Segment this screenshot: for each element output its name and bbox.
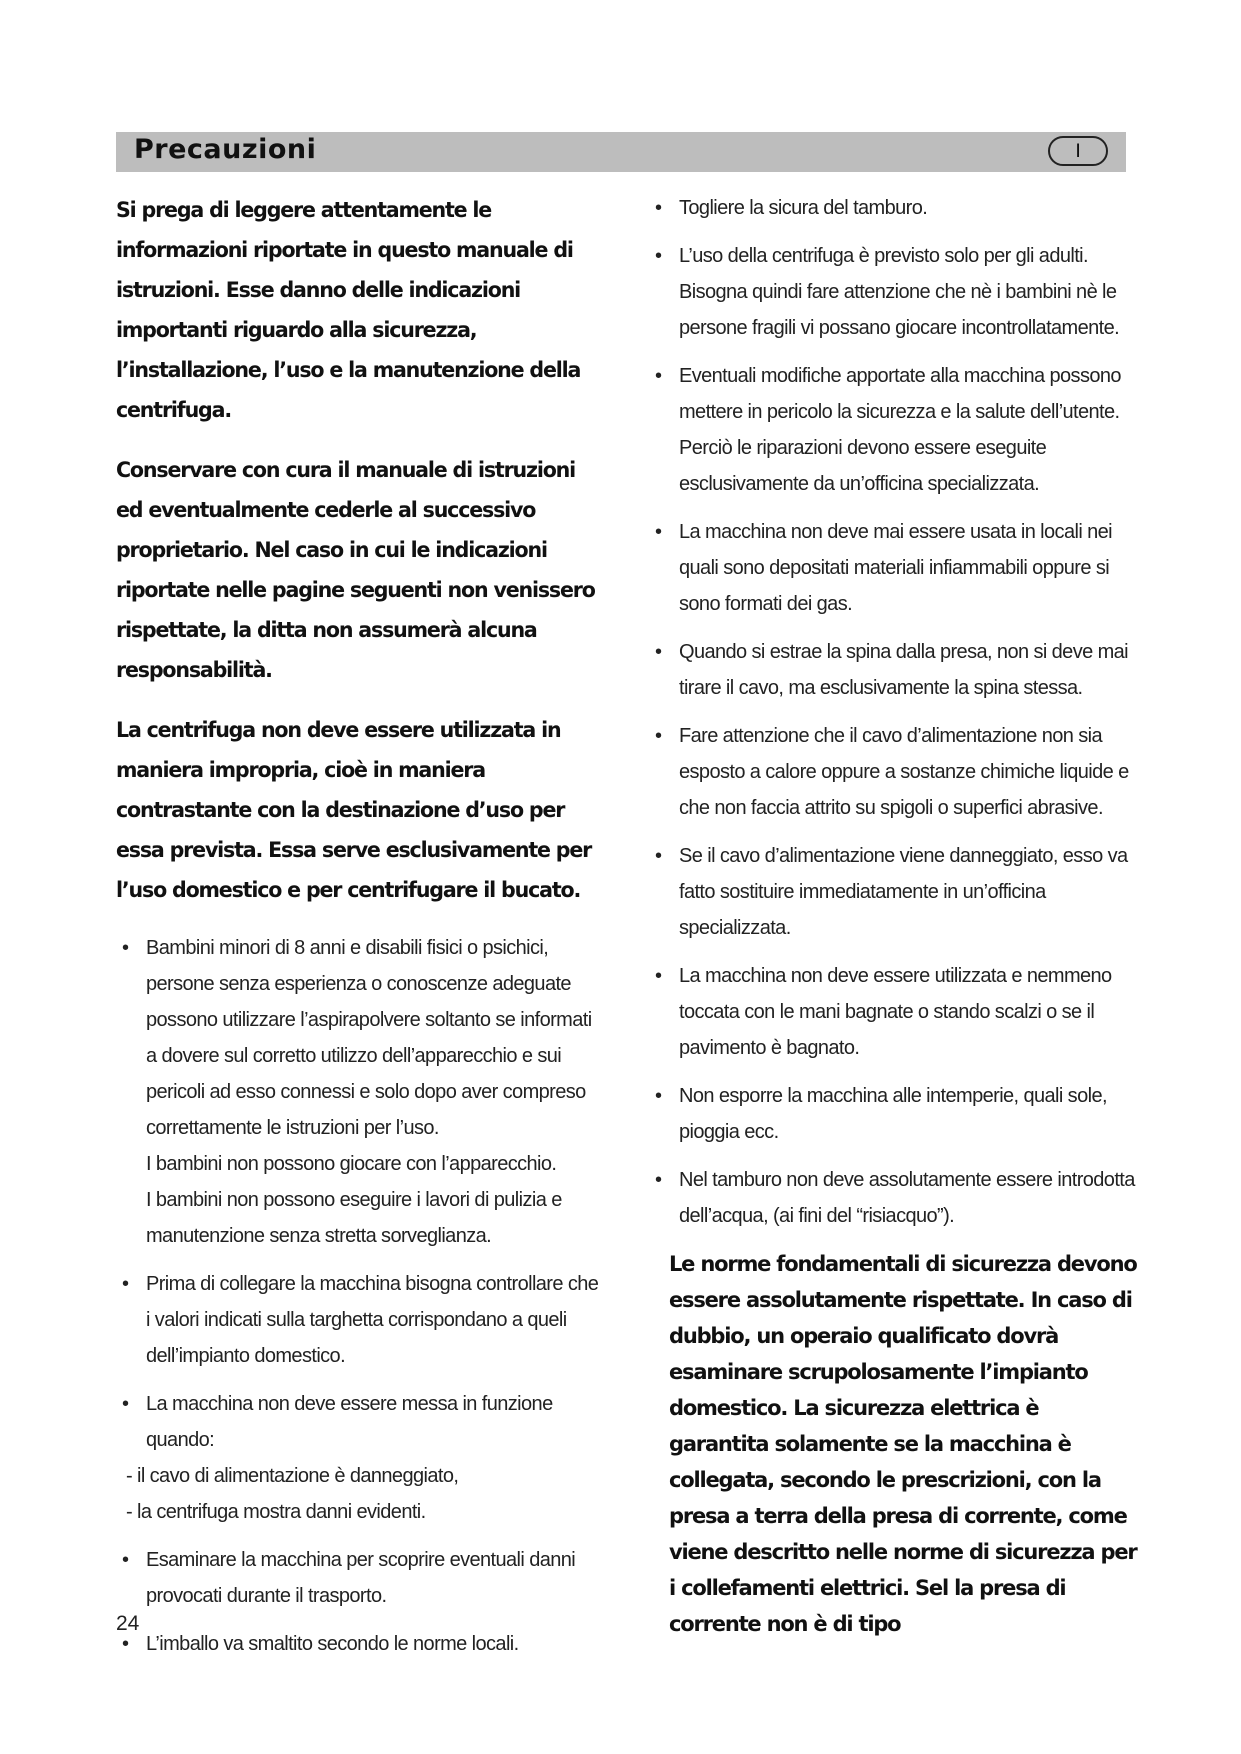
language-badge: I [1048,136,1108,166]
bullet-text: Bambini minori di 8 anni e disabili fisici o psichici, persone senza esperienza o conoscenze adeguate possono utilizzare l’aspirapolvere soltanto se informati a dovere sul corretto utilizzo dell’apparecchio e sui pericoli ad esso connessi e solo dopo aver compreso correttamente le istruzioni per l’uso. [146,937,592,1139]
list-item: • Se il cavo d’alimentazione viene danneggiato, esso va fatto sostituire immediatamente in un’officina specializzata. [649,838,1139,946]
list-item: • Quando si estrae la spina dalla presa, non si deve mai tirare il cavo, ma esclusivamente la spina stessa. [649,634,1139,706]
left-column [116,190,606,1674]
list-item: • La macchina non deve essere utilizzata e nemmeno toccata con le mani bagnate o stando scalzi o se il pavimento è bagnato. [649,958,1139,1066]
dash-item: - la centrifuga mostra danni evidenti. [126,1501,426,1523]
left-bullet-list [116,930,606,1662]
section-title: Precauzioni [134,134,317,165]
right-bullet-list [649,190,1139,1234]
bullet-subline: I bambini non possono giocare con l’apparecchio. [146,1153,557,1175]
list-item: • Togliere la sicura del tamburo. [649,190,1139,226]
list-item: • Prima di collegare la macchina bisogna controllare che i valori indicati sulla targhetta corrispondano a queli dell’impianto domestico. [116,1266,606,1374]
intro-paragraph-3: La centrifuga non deve essere utilizzata in maniera impropria, cioè in maniera contrastante con la destinazione d’uso per essa prevista. Essa serve esclusivamente per l’uso domestico e per centrifugare il bucato. [116,718,592,902]
list-item [116,930,606,1254]
bullet-text: La macchina non deve essere messa in funzione quando: [146,1393,553,1451]
intro-paragraph-1: Si prega di leggere attentamente le informazioni riportate in questo manuale di istruzioni. Esse danno delle indicazioni importanti riguardo alla sicurezza, l’installazione, l’uso e la manutenzione della centrifuga. [116,198,581,422]
list-item [116,1386,606,1530]
intro-paragraph-2: Conservare con cura il manuale di istruzioni ed eventualmente cederle al successivo proprietario. Nel caso in cui le indicazioni riportate nelle pagine seguenti non venissero rispettate, la ditta non assumerà alcuna responsabilità. [116,458,595,682]
bullet-subline: I bambini non possono eseguire i lavori di pulizia e manutenzione senza stretta sorveglianza. [146,1189,562,1247]
dash-item: - il cavo di alimentazione è danneggiato, [126,1465,459,1487]
right-column [649,190,1139,1663]
list-item: • L’uso della centrifuga è previsto solo per gli adulti. Bisogna quindi fare attenzione che nè i bambini nè le persone fragili vi possano giocare incontrollatamente. [649,238,1139,346]
list-item: • L’imballo va smaltito secondo le norme locali. [116,1626,606,1662]
list-item: • Fare attenzione che il cavo d’alimentazione non sia esposto a calore oppure a sostanze chimiche liquide e che non faccia attrito su spigoli o superfici abrasive. [649,718,1139,826]
list-item: • Non esporre la macchina alle intemperie, quali sole, pioggia ecc. [649,1078,1139,1150]
page-number: 24 [116,1612,140,1635]
list-item: • Esaminare la macchina per scoprire eventuali danni provocati durante il trasporto. [116,1542,606,1614]
list-item: • Nel tamburo non deve assolutamente essere introdotta dell’acqua, (ai fini del “risiacquo”). [649,1162,1139,1234]
list-item: • Eventuali modifiche apportate alla macchina possono mettere in pericolo la sicurezza e la salute dell’utente. Perciò le riparazioni devono essere eseguite esclusivamente da un’officina specializzata. [649,358,1139,502]
list-item: • La macchina non deve mai essere usata in locali nei quali sono depositati materiali infiammabili oppure si sono formati dei gas. [649,514,1139,622]
section-header-bar [116,132,1126,172]
safety-note: Le norme fondamentali di sicurezza devono essere assolutamente rispettate. In caso di dubbio, un operaio qualificato dovrà esaminare scrupolosamente l’impianto domestico. La sicurezza elettrica è garantita solamente se la macchina è collegata, secondo le prescrizioni, con la presa a terra della presa di corrente, come viene descritto nelle norme di sicurezza per i collefamenti elettrici. Sel la presa di corrente non è di tipo [669,1252,1137,1636]
